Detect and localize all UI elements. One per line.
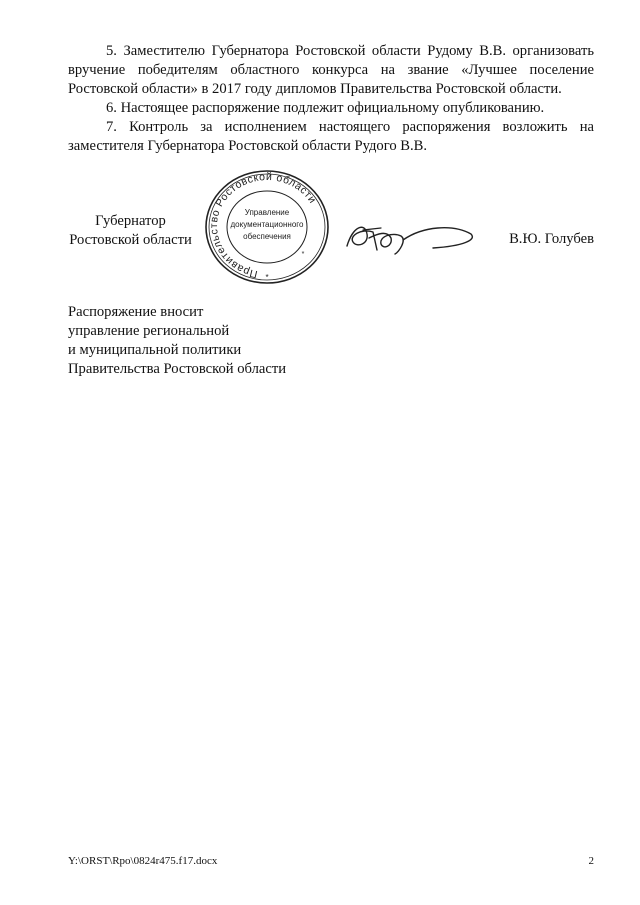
official-seal <box>203 168 331 286</box>
paragraph-7: 7. Контроль за исполнением настоящего распоряжения возложить на заместителя Губернатора Ростовской области Рудого В.В. <box>68 119 594 154</box>
seal-inner-line1: Управление <box>244 208 290 217</box>
author-note-line2: управление региональной <box>68 323 230 339</box>
author-note-line1: Распоряжение вносит <box>68 304 204 320</box>
author-note-line3: и муниципальной политики <box>68 342 242 358</box>
handwritten-signature <box>343 216 478 258</box>
signature-block <box>68 168 594 288</box>
paragraph-6: 6. Настоящее распоряжение подлежит официальному опубликованию. <box>106 100 545 116</box>
seal-star-small-icon: * <box>301 251 305 258</box>
footer-page-number: 2 <box>588 855 594 867</box>
paragraph-5: 5. Заместителю Губернатора Ростовской области Рудому В.В. организовать вручение победителям областного конкурса на звание «Лучшее поселение Ростовской области» в 2017 году дипломов Правительства Ростовской области. <box>68 43 594 97</box>
author-note <box>68 303 286 379</box>
signer-position <box>68 212 193 250</box>
seal-inner-line2: документационного <box>230 220 304 229</box>
order-body <box>68 42 594 156</box>
signer-position-line2: Ростовской области <box>69 232 192 248</box>
seal-outer-text: Правительство Ростовской области <box>208 170 319 281</box>
seal-inner-line3: обеспечения <box>243 232 291 241</box>
signer-name: В.Ю. Голубев <box>509 231 594 247</box>
author-note-line4: Правительства Ростовской области <box>68 361 287 377</box>
seal-star-icon: * <box>265 273 269 282</box>
footer-file-path: Y:\ORST\Rpo\0824r475.f17.docx <box>68 855 218 867</box>
signer-position-line1: Губернатор <box>95 213 166 229</box>
